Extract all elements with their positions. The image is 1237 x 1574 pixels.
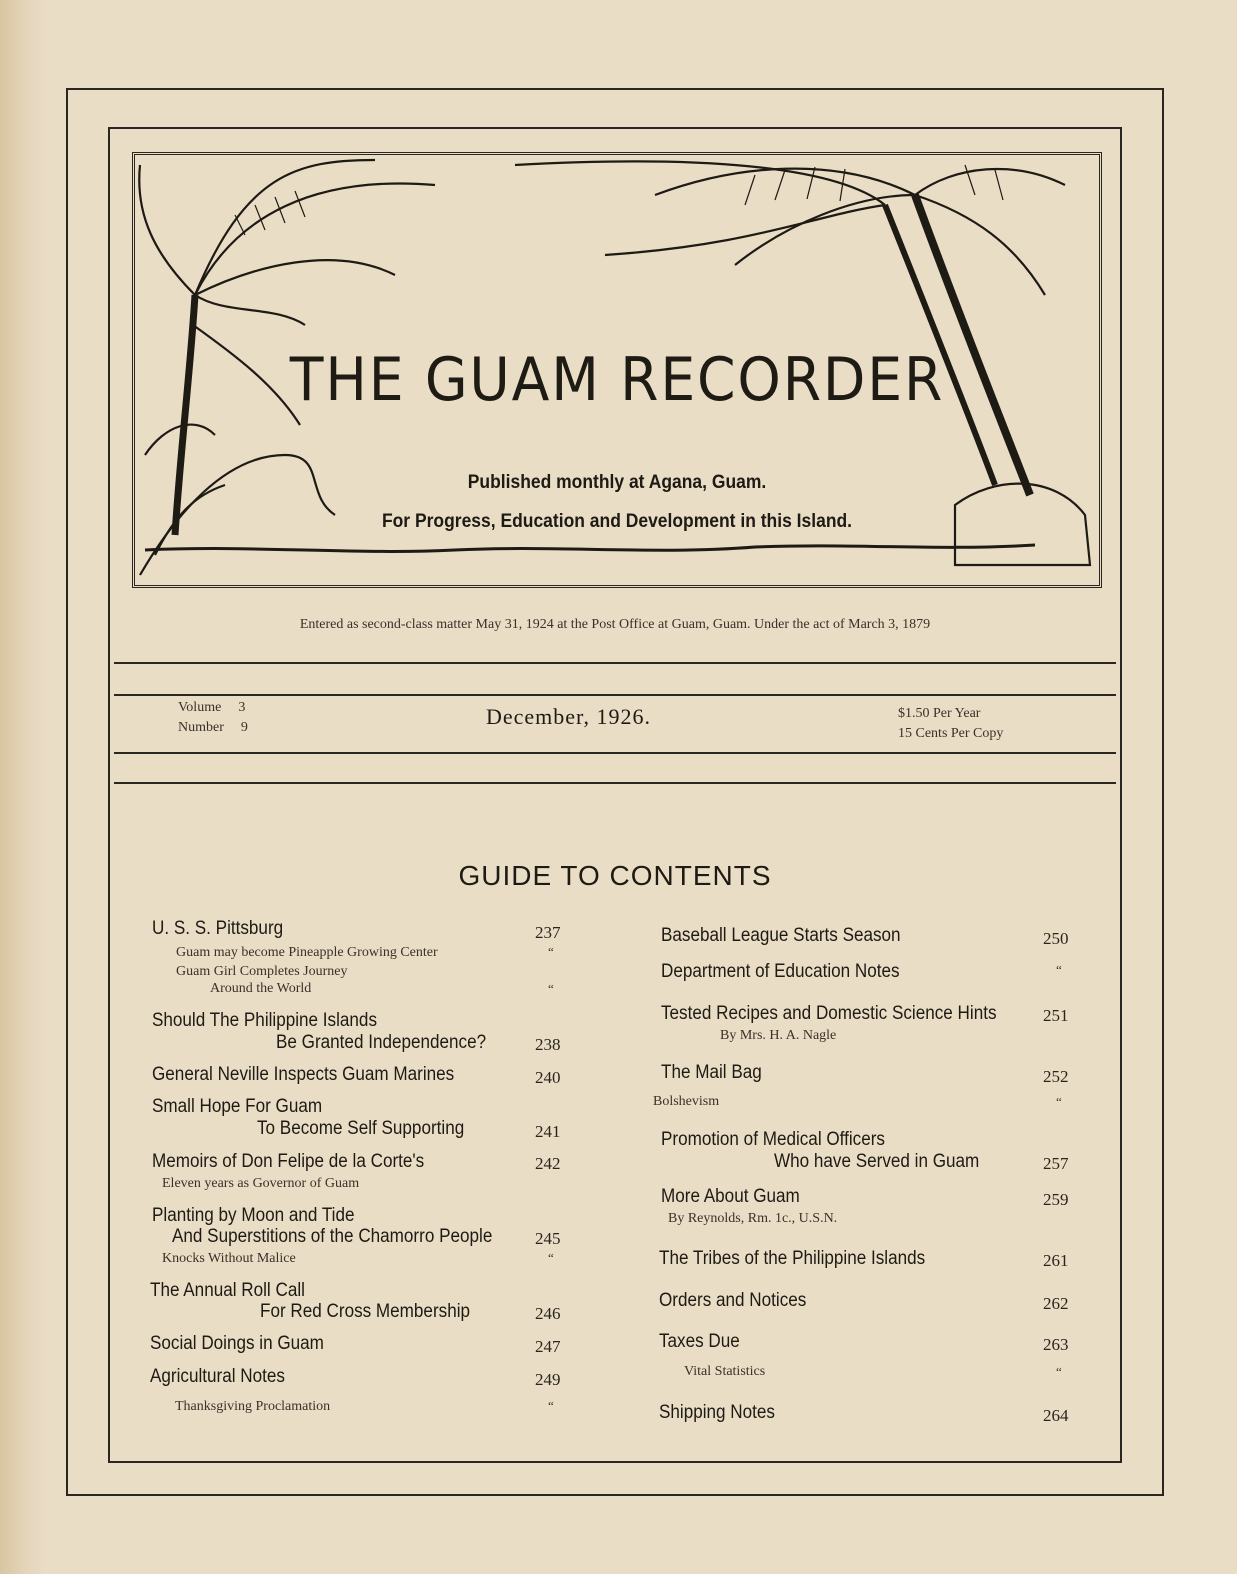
toc-title: And Superstitions of the Chamorro People bbox=[172, 1226, 493, 1247]
toc-title: Social Doings in Guam bbox=[150, 1333, 324, 1354]
toc-entry-continued bbox=[257, 1118, 487, 1140]
toc-entry bbox=[150, 1280, 322, 1302]
toc-subtitle: Knocks Without Malice bbox=[162, 1251, 296, 1266]
toc-subtitle: Bolshevism bbox=[653, 1094, 720, 1109]
toc-ditto: “ bbox=[1056, 1364, 1062, 1379]
toc-title: Shipping Notes bbox=[659, 1402, 775, 1423]
toc-entry bbox=[659, 1248, 955, 1270]
toc-entry-continued bbox=[172, 1226, 528, 1248]
divider bbox=[114, 782, 1116, 784]
toc-page: 264 bbox=[1043, 1406, 1069, 1425]
toc-title: Be Granted Independence? bbox=[276, 1032, 487, 1053]
toc-title: For Red Cross Membership bbox=[260, 1301, 471, 1322]
toc-ditto: “ bbox=[548, 944, 554, 959]
toc-title: Should The Philippine Islands bbox=[152, 1010, 377, 1031]
toc-ditto: “ bbox=[548, 1250, 554, 1265]
toc-ditto: “ bbox=[548, 1398, 554, 1413]
toc-entry bbox=[152, 1010, 402, 1032]
toc-entry bbox=[152, 1096, 341, 1118]
toc-title: The Annual Roll Call bbox=[150, 1280, 305, 1301]
volume-number-block bbox=[178, 698, 248, 738]
toc-subtitle: Guam Girl Completes Journey bbox=[176, 964, 348, 979]
price-block bbox=[898, 704, 1003, 744]
toc-title: Department of Education Notes bbox=[661, 961, 900, 982]
toc-entry bbox=[152, 1205, 377, 1227]
price-per-year: $1.50 Per Year bbox=[898, 706, 981, 721]
toc-title: Who have Served in Guam bbox=[774, 1151, 980, 1172]
toc-page: 259 bbox=[1043, 1190, 1069, 1209]
toc-page: 262 bbox=[1043, 1294, 1069, 1313]
toc-title: U. S. S. Pittsburg bbox=[152, 918, 284, 939]
toc-title: Agricultural Notes bbox=[150, 1366, 285, 1387]
toc-entry-continued bbox=[276, 1032, 509, 1054]
toc-title: Memoirs of Don Felipe de la Corte's bbox=[152, 1151, 425, 1172]
toc-title: Planting by Moon and Tide bbox=[152, 1205, 355, 1226]
toc-title: Orders and Notices bbox=[659, 1290, 807, 1311]
toc-title: More About Guam bbox=[661, 1186, 800, 1207]
toc-page: 257 bbox=[1043, 1154, 1069, 1173]
toc-entry bbox=[150, 1333, 343, 1355]
toc-subtitle: By Reynolds, Rm. 1c., U.S.N. bbox=[668, 1211, 838, 1226]
second-class-entry-notice: Entered as second-class matter May 31, 1924 at the Post Office at Guam, Guam. Under the act of March 3, 1879 bbox=[299, 617, 931, 632]
toc-title: The Mail Bag bbox=[661, 1062, 762, 1083]
toc-entry bbox=[152, 1151, 454, 1173]
number-label: Number bbox=[178, 720, 224, 735]
toc-entry bbox=[661, 1062, 773, 1084]
divider bbox=[114, 752, 1116, 754]
contents-heading: GUIDE TO CONTENTS bbox=[458, 860, 772, 891]
toc-title: Baseball League Starts Season bbox=[661, 925, 901, 946]
toc-page: 241 bbox=[535, 1122, 561, 1141]
toc-entry bbox=[152, 918, 298, 940]
toc-page: 251 bbox=[1043, 1006, 1069, 1025]
toc-subtitle: Guam may become Pineapple Growing Center bbox=[176, 945, 438, 960]
toc-subentry bbox=[720, 1028, 836, 1044]
masthead-banner bbox=[132, 152, 1102, 588]
toc-subentry bbox=[653, 1094, 719, 1110]
toc-ditto: “ bbox=[548, 981, 554, 996]
publication-title: THE GUAM RECORDER bbox=[289, 345, 945, 415]
toc-ditto: “ bbox=[1056, 962, 1062, 977]
toc-title: The Tribes of the Philippine Islands bbox=[659, 1248, 926, 1269]
divider bbox=[114, 662, 1116, 664]
toc-subentry bbox=[210, 981, 311, 997]
toc-entry bbox=[661, 1186, 815, 1208]
toc-entry bbox=[661, 1003, 1034, 1025]
toc-subtitle: Thanksgiving Proclamation bbox=[175, 1399, 331, 1414]
toc-title: Small Hope For Guam bbox=[152, 1096, 323, 1117]
toc-entry-continued bbox=[774, 1151, 1002, 1173]
toc-entry bbox=[661, 1129, 910, 1151]
toc-subentry bbox=[162, 1251, 296, 1267]
publication-motto: For Progress, Education and Development in this Island. bbox=[381, 511, 853, 532]
toc-entry bbox=[659, 1402, 788, 1424]
publication-subtitle: Published monthly at Agana, Guam. bbox=[467, 472, 767, 493]
toc-page: 249 bbox=[535, 1370, 561, 1389]
toc-page: 246 bbox=[535, 1304, 561, 1323]
paper-edge bbox=[0, 0, 46, 1574]
volume-value: 3 bbox=[238, 700, 246, 715]
toc-subentry bbox=[668, 1211, 837, 1227]
toc-subentry bbox=[176, 964, 347, 980]
price-per-copy: 15 Cents Per Copy bbox=[898, 726, 1004, 741]
toc-subentry bbox=[176, 945, 438, 961]
toc-subtitle: Around the World bbox=[210, 981, 312, 996]
toc-page: 237 bbox=[535, 923, 561, 942]
toc-page: 245 bbox=[535, 1229, 561, 1248]
toc-subentry bbox=[162, 1176, 359, 1192]
toc-title: To Become Self Supporting bbox=[257, 1118, 465, 1139]
toc-subtitle: Vital Statistics bbox=[684, 1364, 766, 1379]
toc-subentry bbox=[175, 1399, 330, 1415]
toc-page: 242 bbox=[535, 1154, 561, 1173]
toc-title: Taxes Due bbox=[659, 1331, 740, 1352]
toc-entry bbox=[661, 925, 927, 947]
toc-entry bbox=[150, 1366, 300, 1388]
toc-entry bbox=[659, 1290, 823, 1312]
volume-label: Volume bbox=[178, 700, 222, 715]
toc-page: 263 bbox=[1043, 1335, 1069, 1354]
toc-page: 247 bbox=[535, 1337, 561, 1356]
toc-title: General Neville Inspects Guam Marines bbox=[152, 1064, 455, 1085]
issue-date: December, 1926. bbox=[486, 704, 652, 729]
toc-subtitle: By Mrs. H. A. Nagle bbox=[720, 1028, 837, 1043]
toc-entry bbox=[659, 1331, 749, 1353]
toc-page: 240 bbox=[535, 1068, 561, 1087]
toc-page: 250 bbox=[1043, 929, 1069, 948]
toc-subentry bbox=[684, 1364, 765, 1380]
toc-title: Promotion of Medical Officers bbox=[661, 1129, 885, 1150]
number-value: 9 bbox=[240, 720, 248, 735]
toc-page: 252 bbox=[1043, 1067, 1069, 1086]
toc-subtitle: Eleven years as Governor of Guam bbox=[162, 1176, 360, 1191]
toc-ditto: “ bbox=[1056, 1094, 1062, 1109]
toc-title: Tested Recipes and Domestic Science Hints bbox=[661, 1003, 997, 1024]
toc-entry bbox=[152, 1064, 488, 1086]
toc-entry-continued bbox=[260, 1301, 493, 1323]
toc-page: 238 bbox=[535, 1035, 561, 1054]
toc-page: 261 bbox=[1043, 1251, 1069, 1270]
toc-entry bbox=[661, 961, 926, 983]
divider bbox=[114, 694, 1116, 696]
